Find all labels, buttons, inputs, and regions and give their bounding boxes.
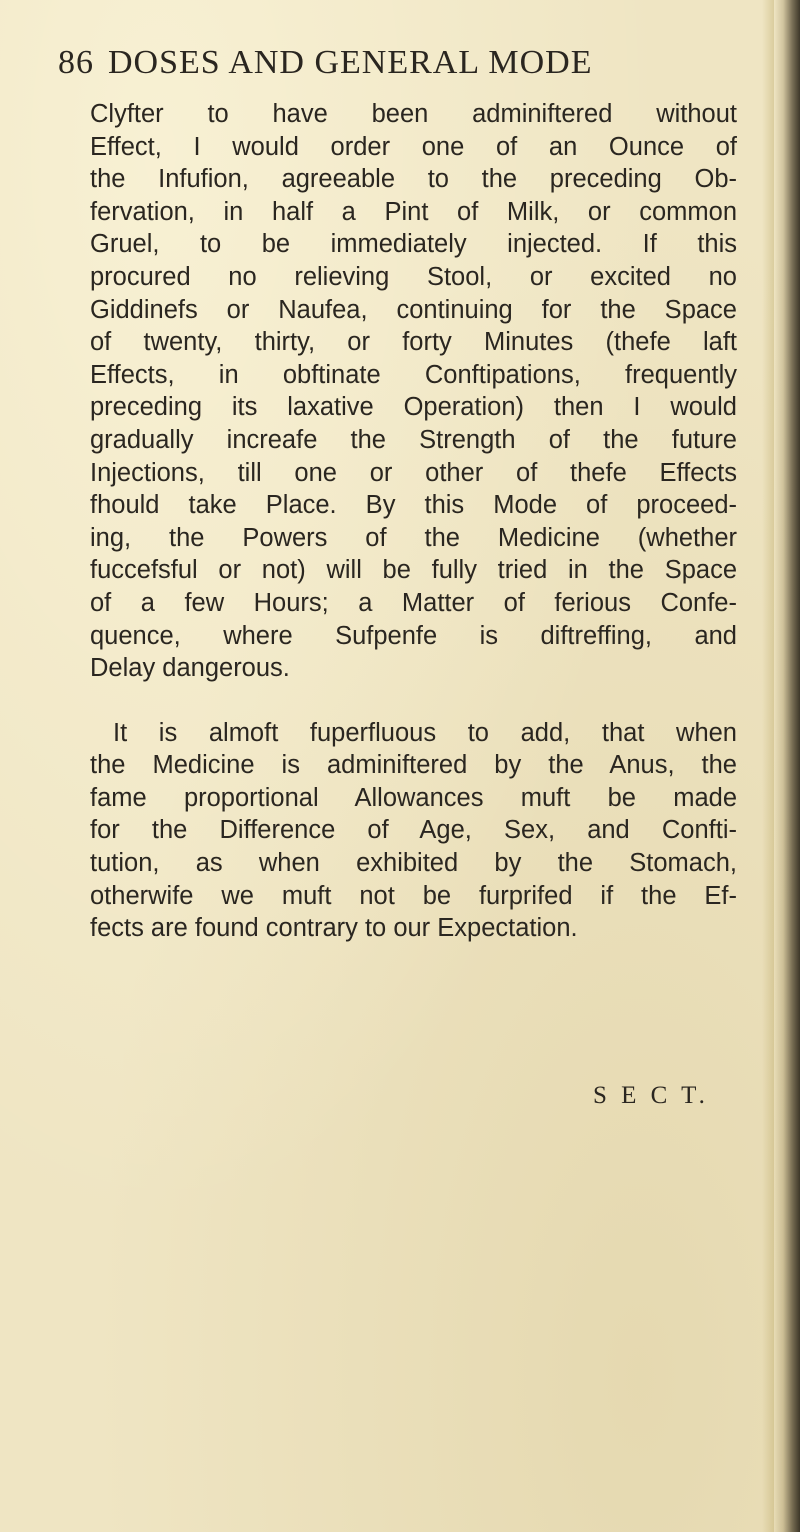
text-line: fects are found contrary to our Expectation. [90, 914, 578, 943]
page-edge-shadow [774, 0, 800, 1532]
text-line: Effects, in obftinate Conftipations, frequently [90, 360, 737, 389]
text-line: the Infufion, agreeable to the preceding Ob- [90, 165, 737, 194]
running-head [58, 44, 738, 82]
page-number: 86 [58, 44, 94, 81]
text-line: of a few Hours; a Matter of ferious Confe- [90, 588, 737, 617]
body-text [90, 98, 750, 945]
paragraph-1 [90, 98, 750, 685]
text-line: procured no relieving Stool, or excited no [90, 262, 737, 291]
catchword: S E C T. [593, 1082, 709, 1109]
text-line: for the Difference of Age, Sex, and Confti- [90, 816, 737, 845]
text-line: ing, the Powers of the Medicine (whether [90, 523, 737, 552]
text-line: Delay dangerous. [90, 654, 290, 683]
text-line: It is almoft fuperfluous to add, that when [113, 718, 737, 747]
paragraph-2 [90, 717, 750, 945]
text-line: quence, where Sufpenfe is diftreffing, and [90, 621, 737, 650]
text-line: of twenty, thirty, or forty Minutes (thefe laft [90, 328, 737, 357]
text-line: Giddinefs or Naufea, continuing for the Space [90, 295, 737, 324]
text-line: fuccefsful or not) will be fully tried in the Space [90, 556, 737, 585]
running-head-title: DOSES AND GENERAL MODE [108, 44, 593, 81]
text-line: fhould take Place. By this Mode of proceed- [90, 491, 737, 520]
text-line: Gruel, to be immediately injected. If this [90, 230, 737, 259]
text-line: Clyfter to have been adminiftered without [90, 100, 737, 128]
text-line: preceding its laxative Operation) then I would [90, 393, 737, 422]
text-line: fervation, in half a Pint of Milk, or common [90, 197, 737, 226]
text-line: otherwife we muft not be furprifed if the Ef- [90, 881, 737, 910]
text-line: Effect, I would order one of an Ounce of [90, 132, 737, 161]
text-line: gradually increafe the Strength of the future [90, 425, 737, 454]
text-line: Injections, till one or other of thefe Effects [90, 458, 737, 487]
text-line: tution, as when exhibited by the Stomach, [90, 849, 737, 878]
page-gutter-shading [762, 0, 774, 1532]
text-line: fame proportional Allowances muft be made [90, 783, 737, 812]
text-line: the Medicine is adminiftered by the Anus, the [90, 751, 737, 780]
